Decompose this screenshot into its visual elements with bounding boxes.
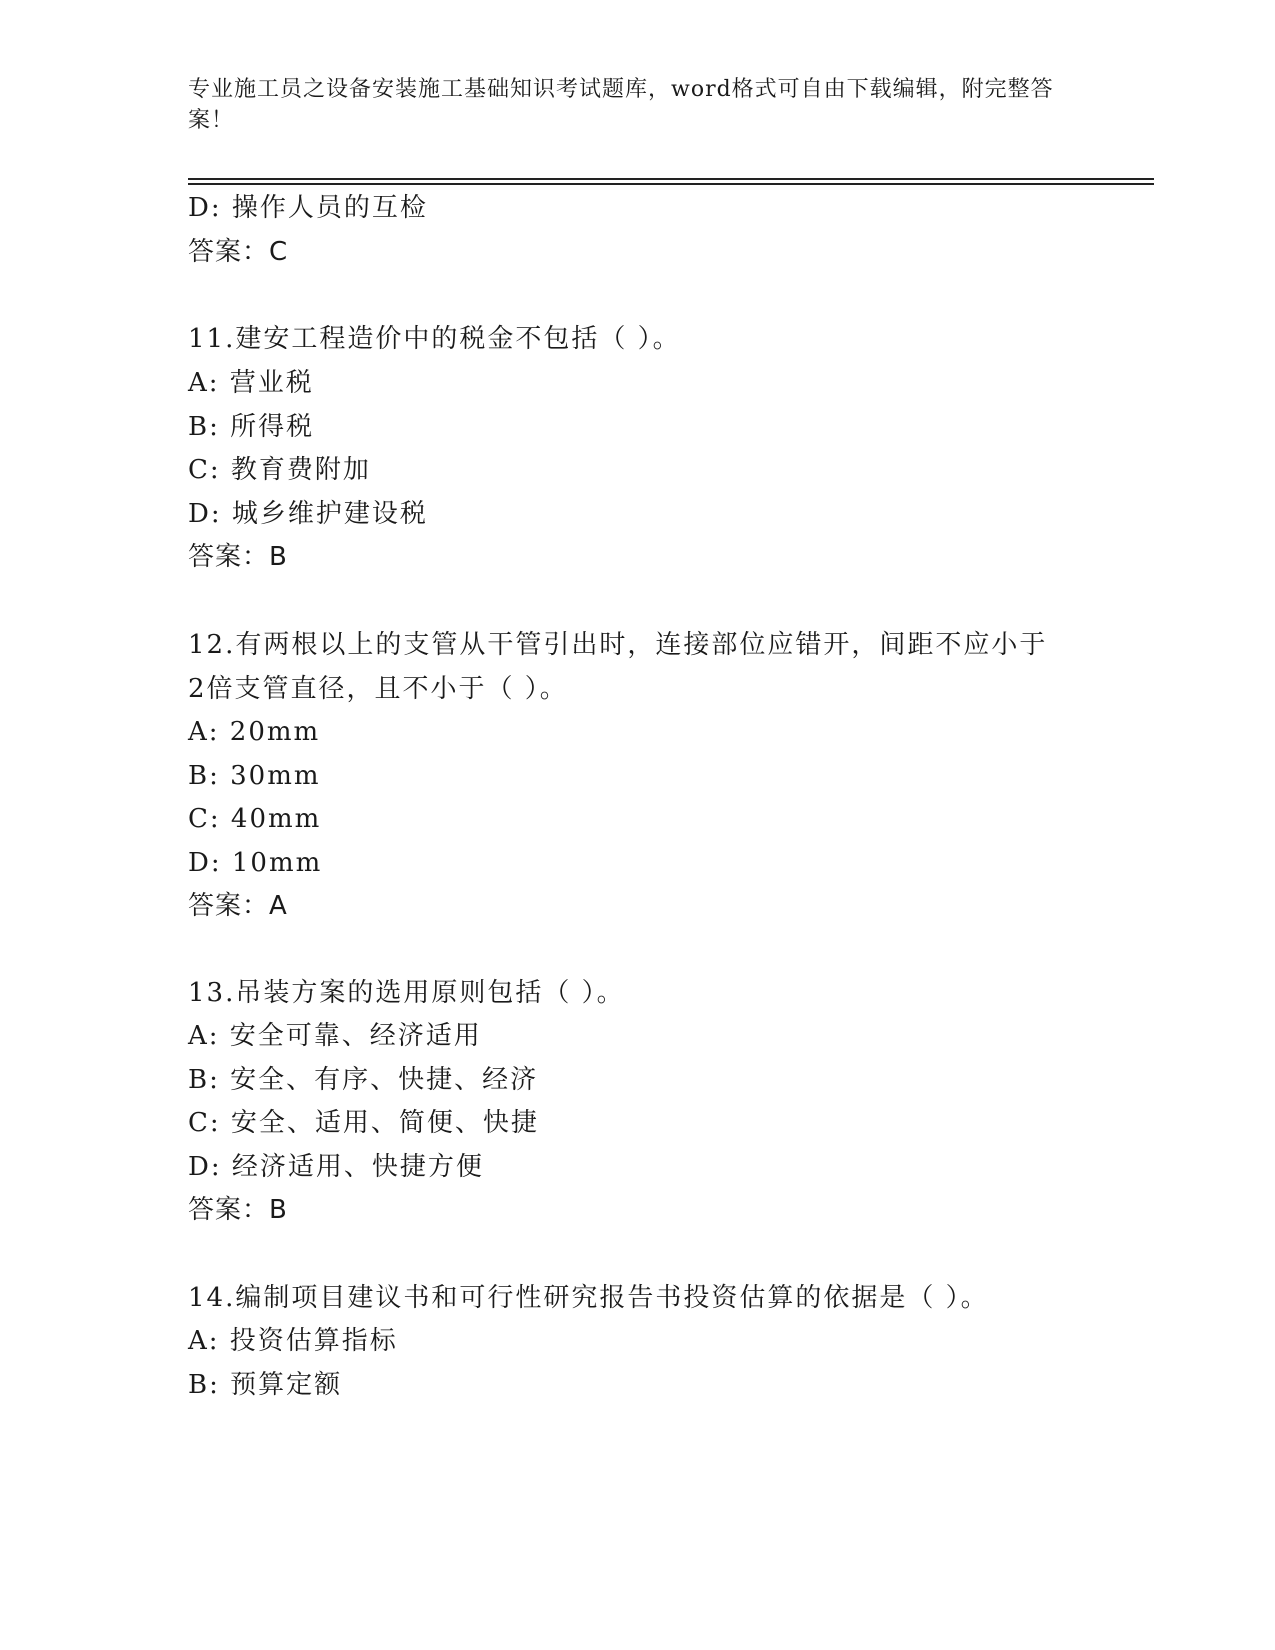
q12-answer: 答案：A	[188, 891, 288, 921]
q13-answer: 答案：B	[188, 1195, 288, 1225]
q14-question: 14.编制项目建议书和可行性研究报告书投资估算的依据是（ ）。	[188, 1283, 989, 1313]
q11-option-a: A: 营业税	[188, 368, 314, 398]
q12-option-d: D: 10mm	[188, 848, 323, 878]
prev-answer: 答案：C	[188, 237, 289, 267]
q13-option-a: A: 安全可靠、经济适用	[188, 1021, 482, 1051]
q11-option-d: D: 城乡维护建设税	[188, 499, 428, 529]
q12-option-c: C: 40mm	[188, 804, 322, 834]
header-divider-bottom	[188, 183, 1154, 185]
q11-answer: 答案：B	[188, 542, 288, 572]
header-divider-top	[188, 178, 1154, 180]
q11-option-c: C: 教育费附加	[188, 455, 371, 485]
q12-question-line2: 2倍支管直径，且不小于（ ）。	[188, 674, 568, 704]
q11-option-b: B: 所得税	[188, 412, 315, 442]
q14-option-b: B: 预算定额	[188, 1370, 343, 1400]
q13-question: 13.吊装方案的选用原则包括（ ）。	[188, 978, 625, 1008]
q12-option-b: B: 30mm	[188, 761, 321, 791]
prev-option-d: D: 操作人员的互检	[188, 193, 428, 223]
q14-option-a: A: 投资估算指标	[188, 1326, 398, 1356]
q13-option-d: D: 经济适用、快捷方便	[188, 1152, 484, 1182]
document-header: 专业施工员之设备安装施工基础知识考试题库，word格式可自由下载编辑，附完整答案！	[188, 77, 1054, 133]
q12-question-line1: 12.有两根以上的支管从干管引出时，连接部位应错开，间距不应小于	[188, 630, 1048, 660]
q13-option-c: C: 安全、适用、简便、快捷	[188, 1108, 539, 1138]
q13-option-b: B: 安全、有序、快捷、经济	[188, 1065, 539, 1095]
q12-option-a: A: 20mm	[188, 717, 321, 747]
q11-question: 11.建安工程造价中的税金不包括（ ）。	[188, 324, 681, 354]
